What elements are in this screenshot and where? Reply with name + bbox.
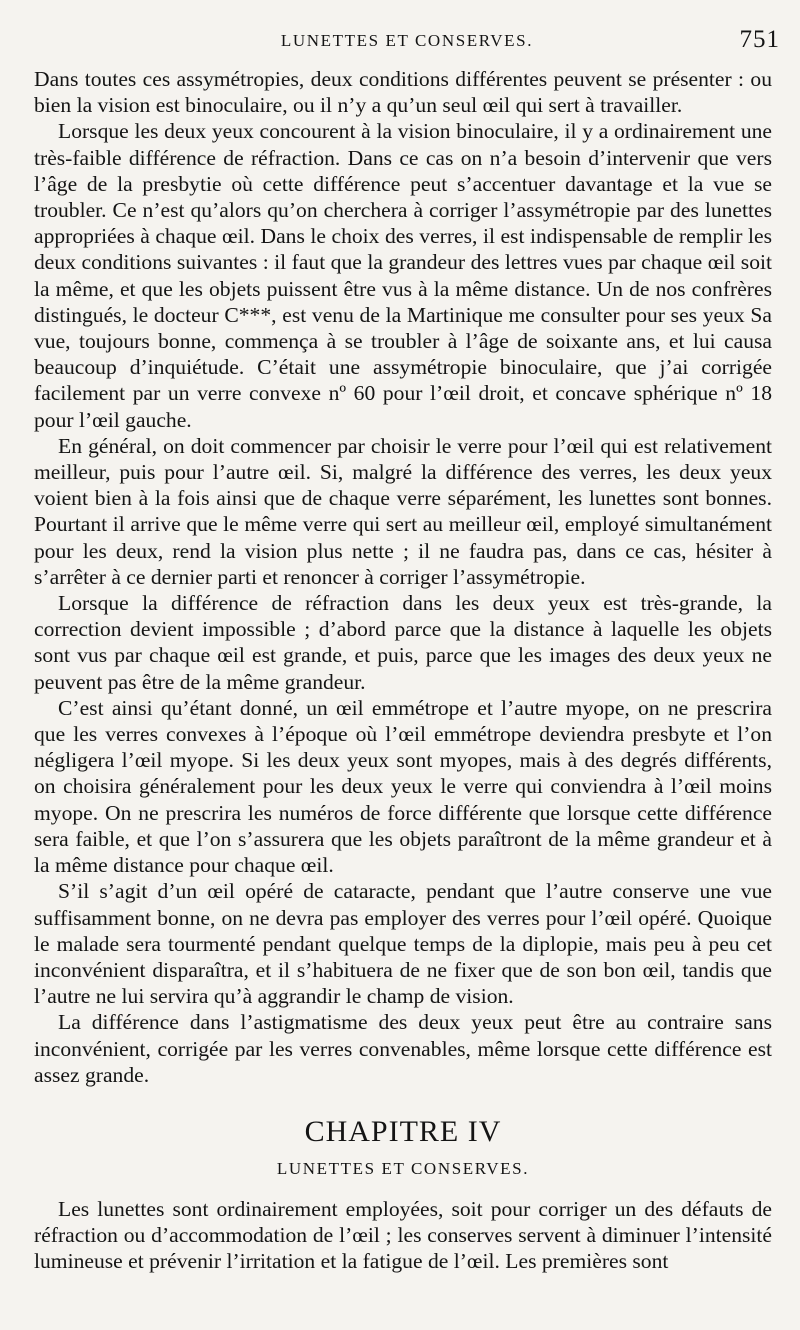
page-body: [34, 66, 772, 1275]
paragraph: S’il s’agit d’un œil opéré de cataracte, pendant que l’autre conserve une vue suffisamment bonne, on ne devra pas employer des verres pour l’œil opéré. Quoique le malade sera tourmenté pendant quelque temps de la diplopie, mais peu à peu cet inconvénient disparaîtra, et il s’habituera de ne fixer que de son bon œil, tandis que l’autre ne lui servira qu’à aggrandir le champ de vision.: [34, 879, 772, 1009]
chapter-subtitle: LUNETTES ET CONSERVES.: [276, 1158, 530, 1178]
chapter-title: CHAPITRE IV: [304, 1114, 502, 1148]
paragraph: Lorsque la différence de réfraction dans les deux yeux est très-grande, la correction devient impossible ; d’abord parce que la distance à laquelle les objets sont vus par chaque œil est grande, et puis, parce que les images des deux yeux ne peuvent pas être de la même grandeur.: [34, 591, 772, 694]
running-title: LUNETTES ET CONSERVES.: [280, 31, 534, 50]
chapter-opening-paragraph: Les lunettes sont ordinairement employées, soit pour corriger un des défauts de réfraction ou d’accommodation de l’œil ; les conserves servent à diminuer l’intensité lumineuse et prévenir l’irritation et la fatigue de l’œil. Les premières sont: [34, 1196, 772, 1274]
paragraph: La différence dans l’astigmatisme des deux yeux peut être au contraire sans inconvénient, corrigée par les verres convenables, même lorsque cette différence est assez grande.: [34, 1010, 772, 1087]
page-number: 751: [739, 26, 780, 53]
paragraph: Dans toutes ces assymétropies, deux conditions différentes peuvent se présenter : ou bien la vision est binoculaire, ou il n’y a qu’un seul œil qui sert à travailler.: [34, 67, 772, 118]
paragraph: C’est ainsi qu’étant donné, un œil emmétrope et l’autre myope, on ne prescrira que les verres convexes à l’époque où l’œil emmétrope deviendra presbyte et l’on négligera l’œil myope. Si les deux yeux sont myopes, mais à des degrés différents, on choisira généralement pour les deux yeux le verre qui conviendra à l’œil moins myope. On ne prescrira les numéros de force différente que lorsque cette différence sera faible, et que l’on s’assurera que les objets paraîtront de la même grandeur et à la même distance pour chaque œil.: [34, 695, 772, 878]
paragraph: En général, on doit commencer par choisir le verre pour l’œil qui est relativement meilleur, puis pour l’autre œil. Si, malgré la différence des verres, les deux yeux voient bien à la fois ainsi que de chaque verre séparément, les lunettes sont bonnes. Pourtant il arrive que le même verre qui sert au meilleur œil, employé simultanément pour les deux, rend la vision plus nette ; il ne faudra pas, dans ce cas, hésiter à s’arrêter à ce dernier parti et renoncer à corriger l’assymétropie.: [34, 433, 772, 589]
running-head: [34, 26, 780, 54]
paragraph: Lorsque les deux yeux concourent à la vision binoculaire, il y a ordinairement une très-faible différence de réfraction. Dans ce cas on n’a besoin d’intervenir que vers l’âge de la presbytie où cette différence peut s’accentuer davantage et la vue se troubler. Ce n’est qu’alors qu’on cherchera à corriger l’assymétropie par des lunettes appropriées à chaque œil. Dans le choix des verres, il est indispensable de remplir les deux conditions suivantes : il faut que la grandeur des lettres vues par chaque œil soit la même, et que les objets puissent être vus à la même distance. Un de nos confrères distingués, le docteur C***, est venu de la Martinique me consulter pour ses yeux Sa vue, toujours bonne, commença à se troubler à l’âge de soixante ans, et lui causa beaucoup d’inquiétude. C’était une assymétropie binoculaire, que j’ai corrigée facilement par un verre convexe nº 60 pour l’œil droit, et concave sphérique nº 18 pour l’œil gauche.: [34, 119, 772, 432]
